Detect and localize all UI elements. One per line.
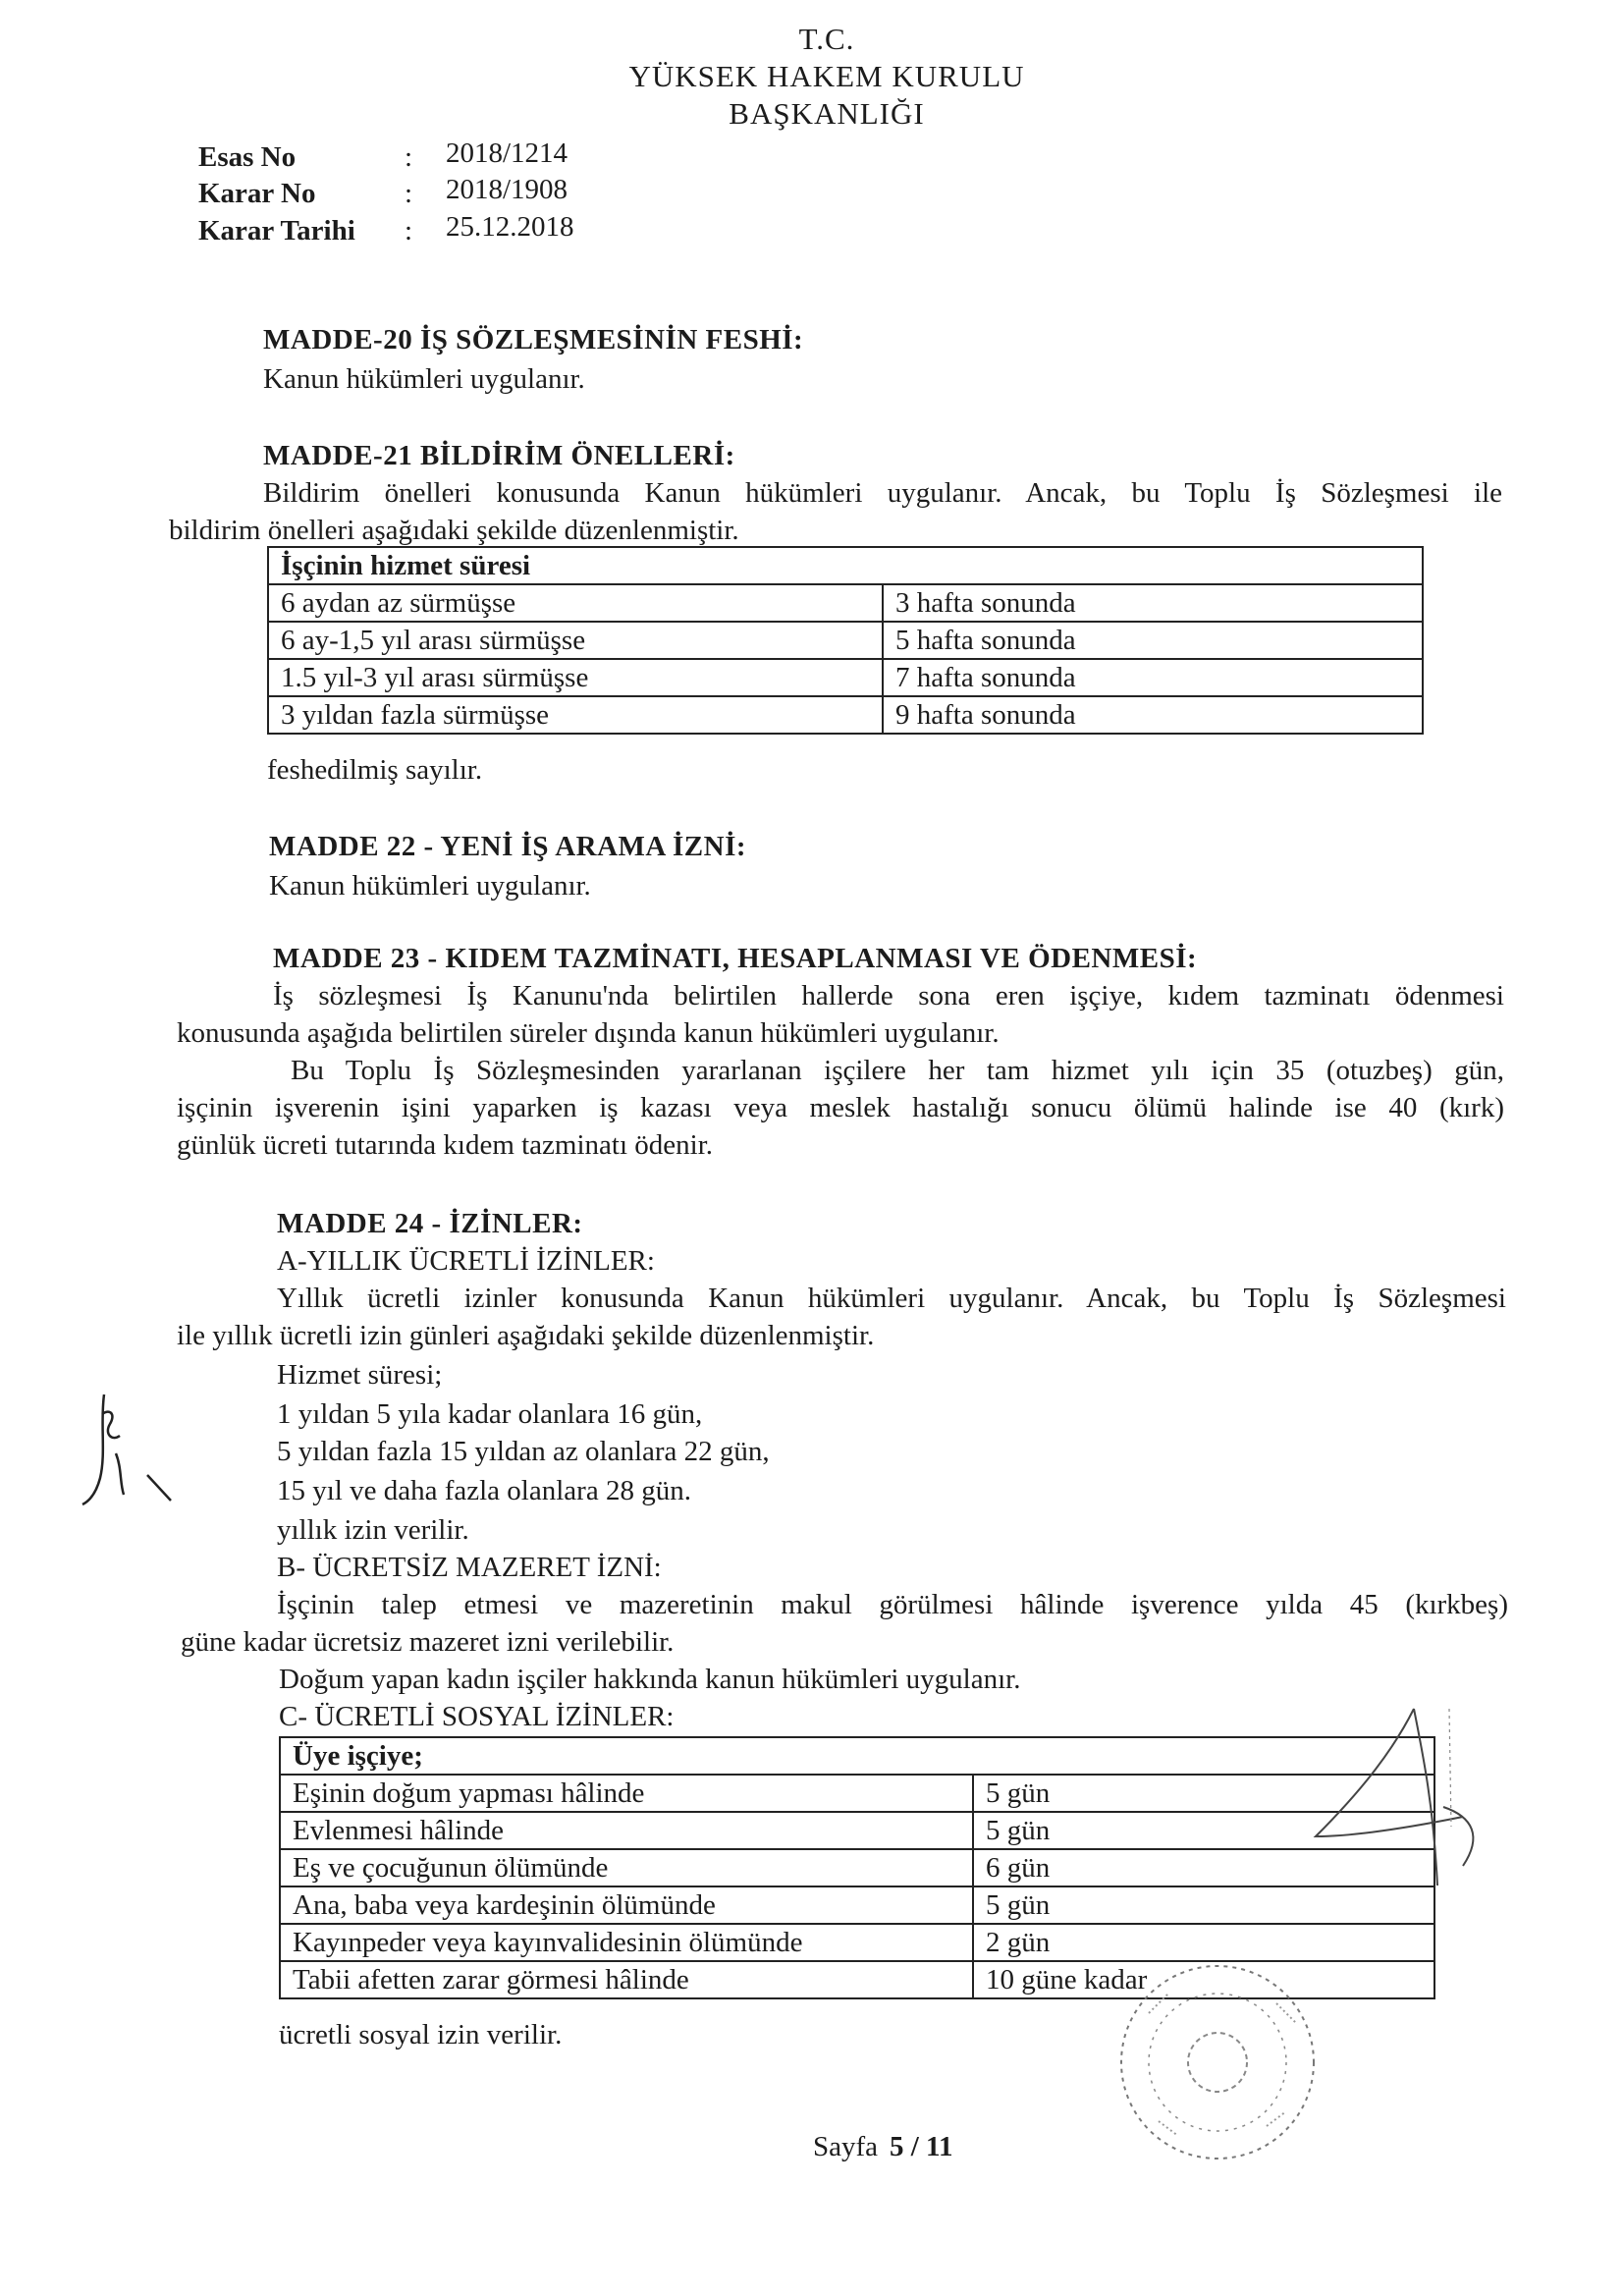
esas-value: 2018/1214 [446,137,568,169]
table-row: Evlenmesi hâlinde 5 gün [280,1812,1434,1849]
madde24-c-after: ücretli sosyal izin verilir. [279,2019,563,2050]
madde23-line1: İş sözleşmesi İş Kanunu'nda belirtilen hallerde sona eren işçiye, kıdem tazminatı ödenmesi [273,980,1504,1011]
madde24-b1: İşçinin talep etmesi ve mazeretinin makul görülmesi hâlinde işverence yılda 45 (kırkbeş) [277,1589,1508,1620]
madde22-text: Kanun hükümleri uygulanır. [269,870,591,902]
table-row: Ana, baba veya kardeşinin ölümünde 5 gün [280,1886,1434,1924]
signature [1257,1689,1502,1915]
madde24-a7: yıllık izin verilir. [277,1514,469,1546]
esas-sep: : [405,141,413,173]
madde24-a6: 15 yıl ve daha fazla olanlara 28 gün. [277,1475,691,1506]
madde24-a1: Yıllık ücretli izinler konusunda Kanun hükümleri uygulanır. Ancak, bu Toplu İş Sözleşmesi [277,1283,1506,1314]
table-row: 1.5 yıl-3 yıl arası sürmüşse 7 hafta sonunda [268,659,1423,696]
madde22-title: MADDE 22 - YENİ İŞ ARAMA İZNİ: [269,831,747,862]
madde23-line2: konusunda aşağıda belirtilen süreler dışında kanun hükümleri uygulanır. [177,1017,1000,1049]
madde20-title: MADDE-20 İŞ SÖZLEŞMESİNİN FESHİ: [263,324,804,355]
madde23-line4: işçinin işverenin işini yaparken iş kazası veya meslek hastalığı sonucu ölümü halinde ise 40 (kırk) [177,1092,1504,1123]
madde23-title: MADDE 23 - KIDEM TAZMİNATI, HESAPLANMASI VE ÖDENMESİ: [273,943,1198,974]
table-row: 6 ay-1,5 yıl arası sürmüşse 5 hafta sonunda [268,622,1423,659]
madde21-line2: bildirim önelleri aşağıdaki şekilde düzenlenmiştir. [169,515,739,546]
handwritten-initials [77,1385,185,1522]
madde24-a4: 1 yıldan 5 yıla kadar olanlara 16 gün, [277,1398,703,1430]
madde24-title: MADDE 24 - İZİNLER: [277,1208,583,1239]
madde24-a5: 5 yıldan fazla 15 yıldan az olanlara 22 gün, [277,1436,770,1467]
notice-period-table [267,546,1424,735]
madde23-line5: günlük ücreti tutarında kıdem tazminatı ödenir. [177,1129,714,1161]
table-row: 6 aydan az sürmüşse 3 hafta sonunda [268,584,1423,622]
madde21-title: MADDE-21 BİLDİRİM ÖNELLERİ: [263,440,735,471]
madde24-a3: Hizmet süresi; [277,1359,443,1391]
madde24-c-title: C- ÜCRETLİ SOSYAL İZİNLER: [279,1701,675,1732]
madde20-text: Kanun hükümleri uygulanır. [263,363,585,395]
madde24-b3: Doğum yapan kadın işçiler hakkında kanun hükümleri uygulanır. [279,1664,1021,1695]
esas-label: Esas No [198,141,297,173]
madde21-after: feshedilmiş sayılır. [267,754,483,786]
madde24-a-title: A-YILLIK ÜCRETLİ İZİNLER: [277,1245,655,1277]
madde24-b-title: B- ÜCRETSİZ MAZERET İZNİ: [277,1552,662,1583]
madde24-a2: ile yıllık ücretli izin günleri aşağıdaki şekilde düzenlenmiştir. [177,1320,875,1351]
official-seal [1090,1954,1345,2170]
notice-table-header: İşçinin hizmet süresi [268,547,1423,584]
table-row: 3 yıldan fazla sürmüşse 9 hafta sonunda [268,696,1423,734]
tarih-sep: : [405,215,413,246]
page-label: Sayfa [813,2131,879,2162]
karar-label: Karar No [198,178,316,209]
table-row: Eşinin doğum yapması hâlinde 5 gün [280,1775,1434,1812]
table-row: Eş ve çocuğunun ölümünde 6 gün [280,1849,1434,1886]
table-row: Tabii afetten zarar görmesi hâlinde 10 güne kadar [280,1961,1434,1998]
madde21-line1: Bildirim önelleri konusunda Kanun hükümleri uygulanır. Ancak, bu Toplu İş Sözleşmesi ile [263,477,1502,509]
header-institution: YÜKSEK HAKEM KURULU [628,59,1025,93]
madde24-b2: güne kadar ücretsiz mazeret izni verilebilir. [181,1626,675,1658]
table-row: Kayınpeder veya kayınvalidesinin ölümünde 2 gün [280,1924,1434,1961]
tarih-label: Karar Tarihi [198,215,355,246]
header-tc: T.C. [798,22,855,56]
tarih-value: 25.12.2018 [446,211,574,243]
madde23-line3: Bu Toplu İş Sözleşmesinden yararlanan işçilere her tam hizmet yılı için 35 (otuzbeş) gün, [291,1055,1504,1086]
page-number: 5 / 11 [890,2131,953,2162]
header-presidency: BAŞKANLIĞI [729,96,925,131]
karar-sep: : [405,178,413,209]
social-leave-header: Üye işçiye; [280,1737,1434,1775]
karar-value: 2018/1908 [446,174,568,205]
